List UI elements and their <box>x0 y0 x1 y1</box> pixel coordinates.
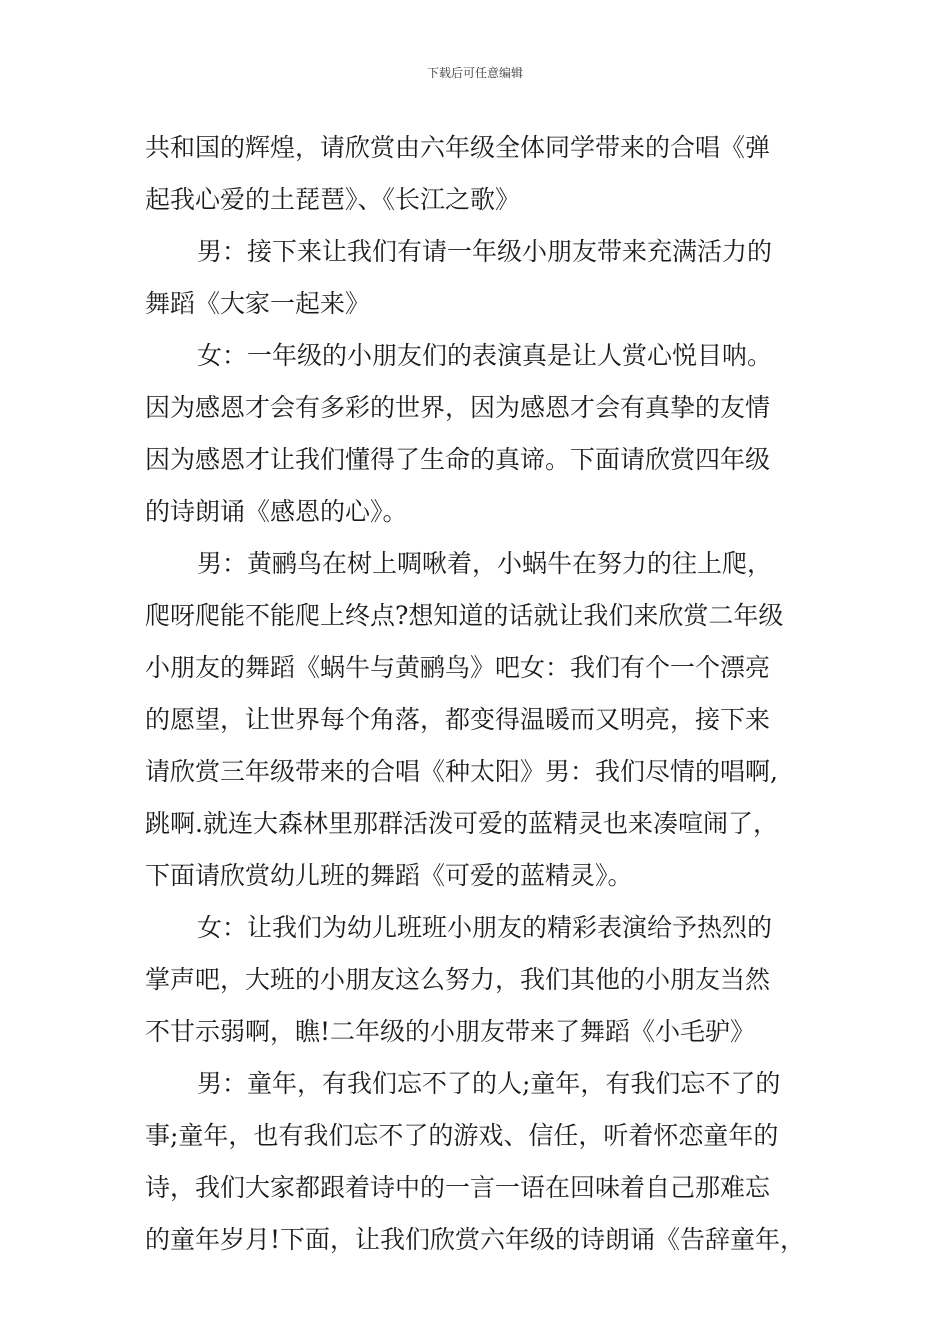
text-line: 女：一年级的小朋友们的表演真是让人赏心悦目呐。 <box>197 341 773 370</box>
text-line: 男：童年，有我们忘不了的人;童年，有我们忘不了的 <box>197 1069 781 1098</box>
text-line: 爬呀爬能不能爬上终点?想知道的话就让我们来欣赏二年级 <box>145 601 784 630</box>
text-line: 因为感恩才让我们懂得了生命的真谛。下面请欣赏四年级 <box>145 445 771 474</box>
text-line: 起我心爱的土琵琶》、《长江之歌》 <box>145 185 521 214</box>
text-line: 舞蹈《大家一起来》 <box>145 289 371 318</box>
text-line: 诗，我们大家都跟着诗中的一言一语在回味着自己那难忘 <box>145 1173 771 1202</box>
text-line: 不甘示弱啊，瞧!二年级的小朋友带来了舞蹈《小毛驴》 <box>145 1017 756 1046</box>
text-line: 下面请欣赏幼儿班的舞蹈《可爱的蓝精灵》。 <box>145 861 633 890</box>
text-line: 掌声吧，大班的小朋友这么努力，我们其他的小朋友当然 <box>145 965 771 994</box>
page-header: 下载后可任意编辑 <box>426 66 523 80</box>
text-line: 男：黄鹂鸟在树上啁啾着，小蜗牛在努力的往上爬， <box>197 549 773 578</box>
text-line: 请欣赏三年级带来的合唱《种太阳》男：我们尽情的唱啊, <box>145 757 778 786</box>
text-line: 的诗朗诵《感恩的心》。 <box>145 497 408 526</box>
text-line: 跳啊.就连大森林里那群活泼可爱的蓝精灵也来凑喧闹了， <box>145 809 778 838</box>
text-line: 男：接下来让我们有请一年级小朋友带来充满活力的 <box>197 237 773 266</box>
text-line: 事;童年，也有我们忘不了的游戏、信任，听着怀恋童年的 <box>145 1121 779 1150</box>
text-line: 共和国的辉煌，请欣赏由六年级全体同学带来的合唱《弹 <box>145 133 771 162</box>
text-line: 因为感恩才会有多彩的世界，因为感恩才会有真挚的友情 <box>145 393 771 422</box>
text-line: 的愿望，让世界每个角落，都变得温暖而又明亮，接下来 <box>145 705 771 734</box>
text-line: 女：让我们为幼儿班班小朋友的精彩表演给予热烈的 <box>197 913 773 942</box>
text-line: 的童年岁月!下面，让我们欣赏六年级的诗朗诵《告辞童年， <box>145 1225 806 1254</box>
text-line: 小朋友的舞蹈《蜗牛与黄鹂鸟》吧女：我们有个一个漂亮 <box>145 653 771 682</box>
document-body <box>145 122 810 1266</box>
